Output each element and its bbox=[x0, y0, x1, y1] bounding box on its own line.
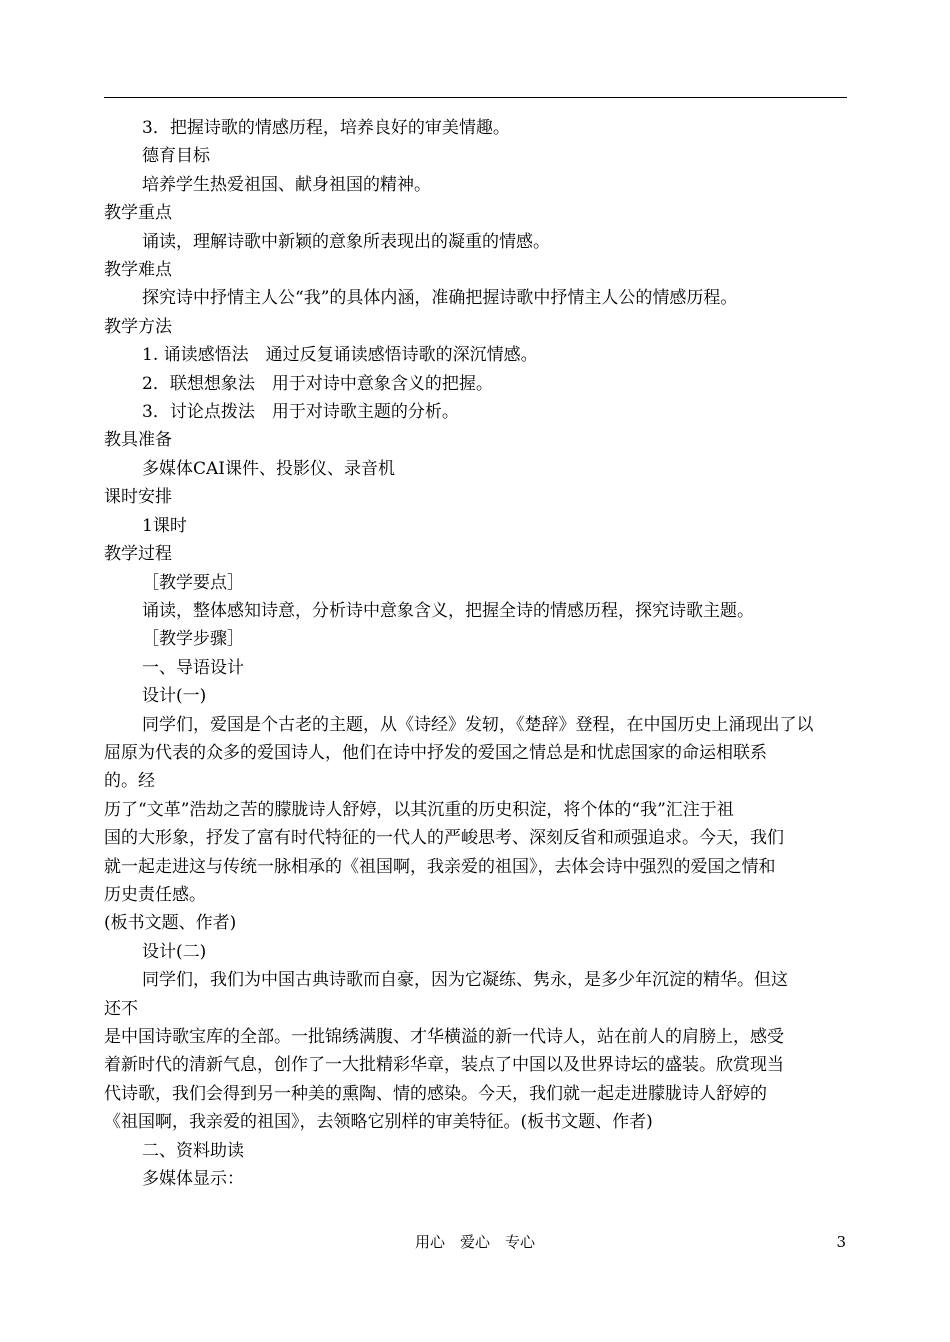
objective-line-3: 3．把握诗歌的情感历程，培养良好的审美情趣。 bbox=[142, 118, 510, 138]
design-2-paragraph-line: 同学们，我们为中国古典诗歌而自豪，因为它凝练、隽永，是多少年沉淀的精华。但这 bbox=[142, 970, 788, 991]
moral-objective-heading: 德育目标 bbox=[142, 146, 210, 167]
footer-motto: 用心 爱心 专心 bbox=[414, 1233, 535, 1251]
page-number: 3 bbox=[836, 1233, 846, 1251]
process-heading: 教学过程 bbox=[104, 544, 172, 565]
multimedia-display-label: 多媒体显示： bbox=[142, 1169, 244, 1190]
design-1-paragraph-line: 历了“文革”浩劫之苦的朦胧诗人舒婷，以其沉重的历史积淀，将个体的“我”汇注于祖 bbox=[104, 799, 734, 820]
design-1-paragraph-line: 国的大形象，抒发了富有时代特征的一代人的严峻思考、深刻反省和顽强追求。今天，我们 bbox=[104, 828, 784, 849]
method-item-1: 1. 诵读感悟法 通过反复诵读感悟诗歌的深沉情感。 bbox=[142, 345, 538, 366]
teaching-points-text: 诵读，整体感知诗意，分析诗中意象含义，把握全诗的情感历程，探究诗歌主题。 bbox=[142, 600, 754, 621]
key-points-text: 诵读，理解诗歌中新颖的意象所表现出的凝重的情感。 bbox=[142, 231, 550, 252]
design-1-paragraph-line: 历史责任感。 bbox=[104, 884, 206, 905]
design-2-paragraph-line: 着新时代的清新气息，创作了一大批精彩华章，装点了中国以及世界诗坛的盛装。欣赏现当 bbox=[104, 1055, 784, 1076]
design-1-paragraph-line: 屈原为代表的众多的爱国诗人，他们在诗中抒发的爱国之情总是和忧虑国家的命运相联系 bbox=[104, 742, 767, 763]
design-2-label: 设计(二) bbox=[142, 941, 207, 962]
teaching-steps-label: ［教学步骤］ bbox=[142, 629, 244, 650]
design-1-paragraph-line: 的。经 bbox=[104, 771, 155, 792]
schedule-text: 1课时 bbox=[142, 515, 187, 536]
difficulties-heading: 教学难点 bbox=[104, 260, 172, 281]
design-2-paragraph-line: 还不 bbox=[104, 998, 138, 1019]
tools-text: 多媒体CAI课件、投影仪、录音机 bbox=[142, 458, 395, 479]
method-item-3: 3．讨论点拨法 用于对诗歌主题的分析。 bbox=[142, 402, 459, 423]
key-points-heading: 教学重点 bbox=[104, 203, 172, 224]
design-2-paragraph-line: 《祖国啊，我亲爱的祖国》，去领略它别样的审美特征。(板书文题、作者) bbox=[104, 1112, 653, 1133]
step-1-heading: 一、导语设计 bbox=[142, 657, 244, 678]
tools-heading: 教具准备 bbox=[104, 430, 172, 451]
design-1-paragraph-line: 就一起走进这与传统一脉相承的《祖国啊，我亲爱的祖国》，去体会诗中强烈的爱国之情和 bbox=[104, 856, 776, 877]
difficulties-text: 探究诗中抒情主人公“我”的具体内涵，准确把握诗歌中抒情主人公的情感历程。 bbox=[142, 288, 738, 309]
blackboard-note: (板书文题、作者) bbox=[104, 913, 237, 934]
moral-objective-text: 培养学生热爱祖国、献身祖国的精神。 bbox=[142, 174, 431, 195]
design-2-paragraph-line: 代诗歌，我们会得到另一种美的熏陶、情的感染。今天，我们就一起走进朦胧诗人舒婷的 bbox=[104, 1083, 767, 1104]
method-item-2: 2．联想想象法 用于对诗中意象含义的把握。 bbox=[142, 373, 493, 394]
step-2-heading: 二、资料助读 bbox=[142, 1140, 244, 1161]
schedule-heading: 课时安排 bbox=[104, 487, 172, 508]
methods-heading: 教学方法 bbox=[104, 316, 172, 337]
header-rule bbox=[104, 97, 847, 98]
design-1-label: 设计(一) bbox=[142, 686, 207, 707]
design-2-paragraph-line: 是中国诗歌宝库的全部。一批锦绣满腹、才华横溢的新一代诗人，站在前人的肩膀上，感受 bbox=[104, 1027, 784, 1047]
design-1-paragraph-line: 同学们，爱国是个古老的主题，从《诗经》发轫，《楚辞》登程，在中国历史上涌现出了以 bbox=[142, 714, 814, 735]
teaching-points-label: ［教学要点］ bbox=[142, 572, 244, 593]
document-body bbox=[104, 114, 847, 1193]
